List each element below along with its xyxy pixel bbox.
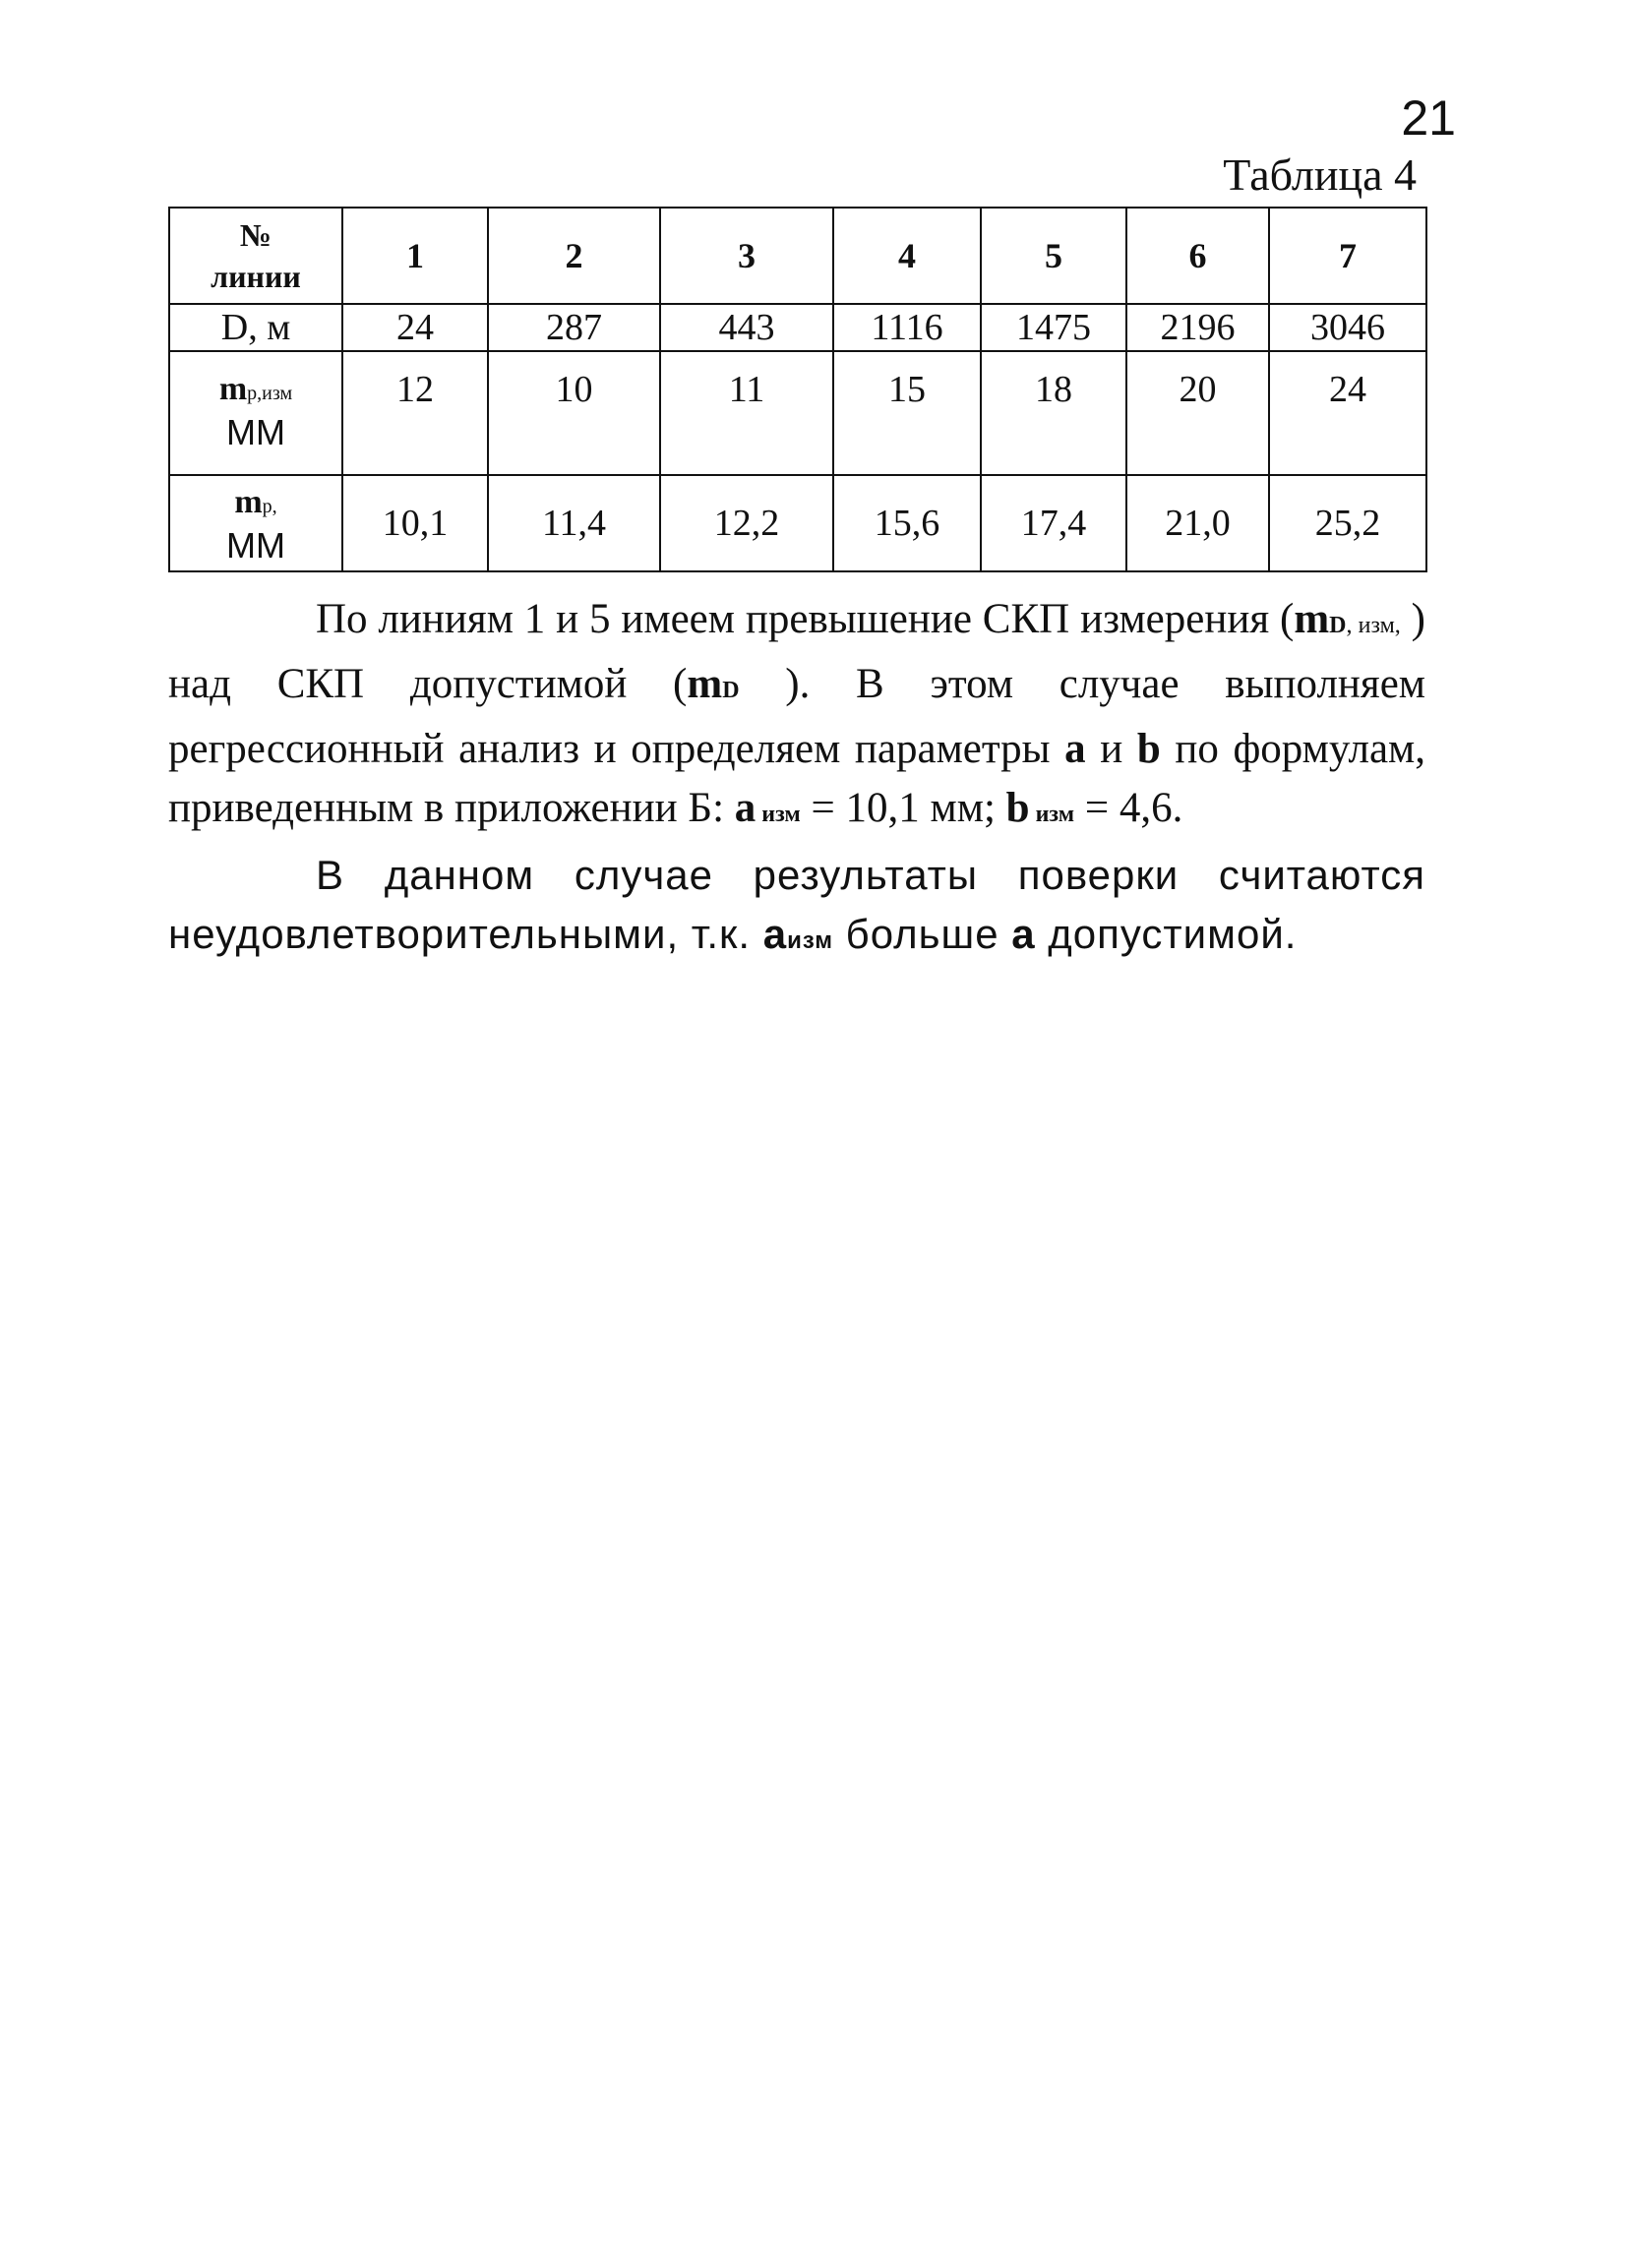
table-cell: 10,1 [342,475,488,571]
table-cell: 11 [660,351,833,475]
page-number: 21 [1401,90,1456,146]
text-run: = 4,6. [1074,785,1183,831]
row-label-symbol: m [218,371,248,407]
table-caption: Таблица 4 [1223,149,1417,200]
table-header-row [169,208,1426,304]
table-cell: 21,0 [1126,475,1269,571]
symbol-subscript: , изм, [1346,613,1401,638]
table-cell: 18 [981,351,1126,475]
symbol-a: а [734,785,756,831]
table-cell: 2196 [1126,304,1269,351]
header-cell: 3 [660,208,833,304]
row-label-unit: ММ [226,525,285,566]
text-run: По линиям 1 и 5 имеем превышение СКП измерения ( [316,596,1295,642]
table-cell: 12,2 [660,475,833,571]
table-cell: 20 [1126,351,1269,475]
table-row-mp-izm [169,351,1426,475]
text-run: ). В этом случае выполняем регрессионный анализ и определяем параметры [168,661,1425,772]
table-cell: 15 [833,351,981,475]
header-cell: 2 [488,208,660,304]
header-cell: 7 [1269,208,1426,304]
row-label [169,475,342,571]
table-cell: 17,4 [981,475,1126,571]
header-cell: 1 [342,208,488,304]
table-cell: 15,6 [833,475,981,571]
table-row-mp [169,475,1426,571]
symbol-m: m [687,661,723,707]
line-number-header [169,208,342,304]
table-cell: 11,4 [488,475,660,571]
text-run: больше [832,911,1012,957]
table-cell: 24 [1269,351,1426,475]
row-label: D, м [169,304,342,351]
text-run: ) над СКП допустимой ( [168,596,1425,707]
text-run: допустимой. [1035,911,1298,957]
symbol-subscript: изм [787,927,833,954]
symbol-a: а [762,911,788,957]
table-cell: 443 [660,304,833,351]
table-cell: 3046 [1269,304,1426,351]
row-label-unit: ММ [226,412,285,452]
table-cell: 10 [488,351,660,475]
symbol-m: m [1294,596,1330,642]
paragraph-regression [168,590,1425,844]
paragraph-conclusion [168,846,1425,971]
symbol-subscript: изм [1029,802,1075,827]
symbol-subscript: D [1329,613,1347,638]
table-cell: 12 [342,351,488,475]
line-word: линии [211,259,301,294]
symbol-a: а [1011,911,1036,957]
row-label-subscript: р, [262,496,277,517]
row-label-symbol: m [234,484,263,520]
header-cell: 4 [833,208,981,304]
table-cell: 1116 [833,304,981,351]
table-cell: 1475 [981,304,1126,351]
text-run: В данном случае результаты поверки считаются неудовлетворительными, т.к. [168,852,1425,957]
table-cell: 25,2 [1269,475,1426,571]
symbol-b: b [1005,785,1030,831]
symbol-b: b [1136,726,1161,772]
number-sign: № [239,217,272,253]
symbol-subscript: D [722,678,740,703]
text-run: = 10,1 мм; [800,785,1006,831]
header-cell: 6 [1126,208,1269,304]
table-cell: 287 [488,304,660,351]
row-label-subscript: р,изм [247,383,293,404]
table-row-distance [169,304,1426,351]
symbol-subscript: изм [756,802,801,827]
row-label [169,351,342,475]
measurement-table [168,207,1427,572]
symbol-a: a [1064,726,1086,772]
table-cell: 24 [342,304,488,351]
text-run: и [1085,726,1137,772]
text-run: по формулам, приведенным в приложении Б: [168,726,1425,831]
header-cell: 5 [981,208,1126,304]
